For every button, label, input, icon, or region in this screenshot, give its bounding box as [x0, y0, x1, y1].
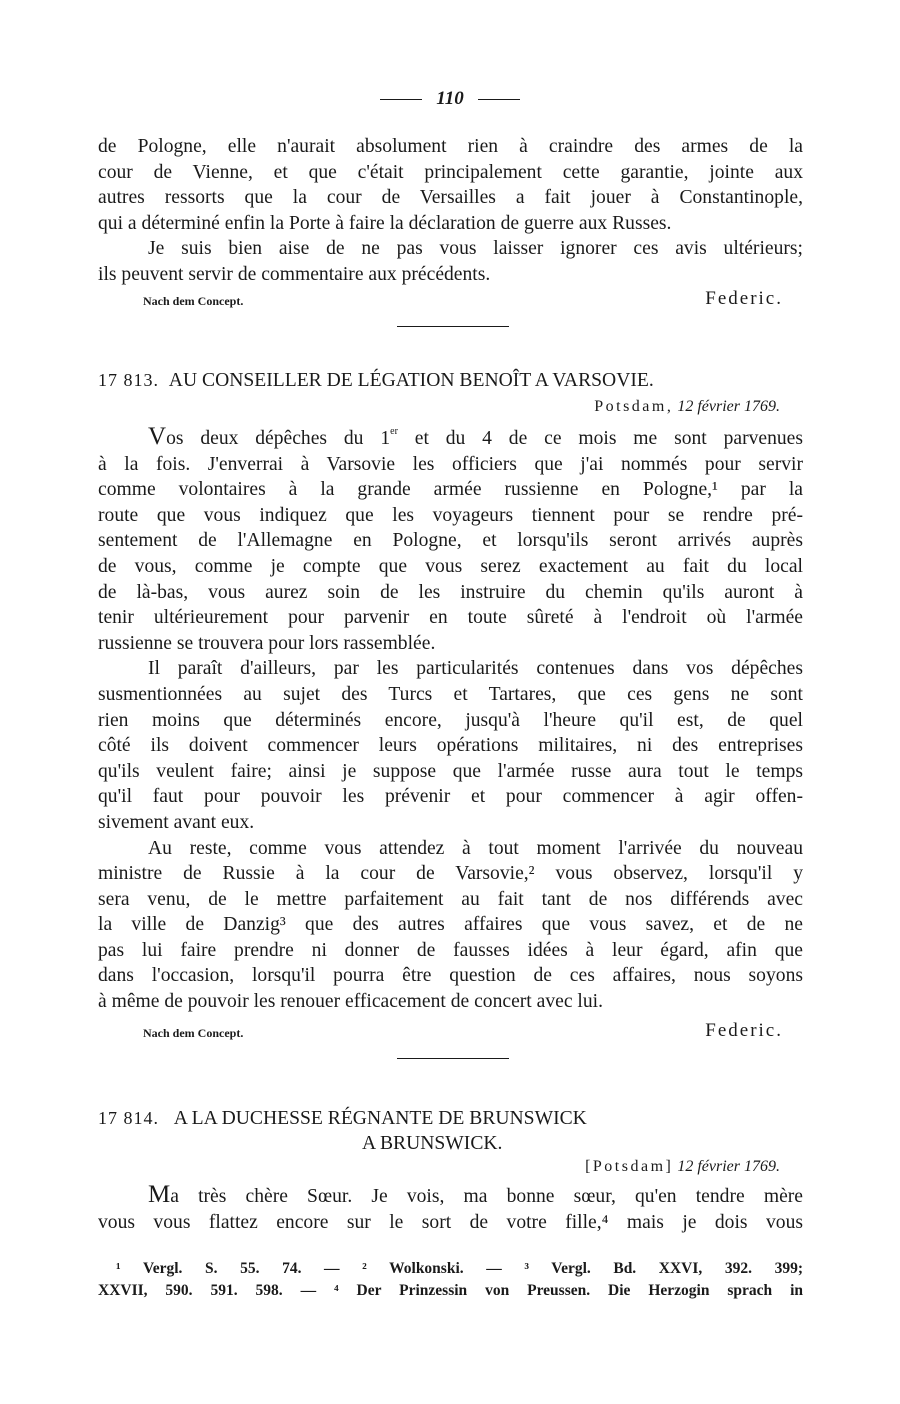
- text-line: ministre de Russie à la cour de Varsovie,² vous observez, lorsqu'il y: [98, 863, 803, 885]
- text-line: pas lui faire prendre ni donner de fausses idées à leur égard, afin que: [98, 939, 803, 961]
- letter-dateline: [594, 398, 780, 416]
- text-line: de Pologne, elle n'aurait absolument rien à craindre des armes de la: [98, 136, 803, 157]
- text-line: comme volontaires à la grande armée russienne en Pologne,¹ par la: [98, 479, 803, 501]
- header-dash-right: [478, 99, 520, 100]
- footnote-line: XXVII, 590. 591. 598. — ⁴ Der Prinzessin von Preussen. Die Herzogin sprach in: [98, 1282, 803, 1299]
- header-dash-left: [380, 99, 422, 100]
- letter-number: 17 813.: [98, 370, 159, 390]
- text-line: sera venu, de le mettre parfaitement au fait tant de nos différends avec: [98, 888, 803, 910]
- text-line: Ma très chère Sœur. Je vois, ma bonne sœur, qu'en tendre mère: [148, 1181, 803, 1208]
- text-line: sentement de l'Allemagne en Pologne, et lorsqu'ils seront arrivés auprès: [98, 530, 803, 552]
- text-line: de vous, comme je compte que vous serez exactement au fait du local: [98, 555, 803, 577]
- text-line: dans l'occasion, lorsqu'il pourra être question de ces affaires, nous soyons: [98, 965, 803, 987]
- letter-title: A LA DUCHESSE RÉGNANTE DE BRUNSWICK: [173, 1108, 587, 1129]
- initial-letter: V: [148, 423, 167, 450]
- source-note: Nach dem Concept.: [143, 1026, 244, 1040]
- section-divider: [397, 1058, 509, 1059]
- text-line: route que vous indiquez que les voyageurs tiennent pour se rendre pré-: [98, 504, 803, 526]
- text-line: Vos deux dépêches du 1er et du 4 de ce mois me sont parvenues: [148, 423, 804, 450]
- letter-dateline: [585, 1158, 780, 1176]
- letter-date: 12 février 1769.: [677, 1158, 780, 1175]
- text-line: vous vous flattez encore sur le sort de votre fille,⁴ mais je dois vous: [98, 1211, 803, 1233]
- signature: Federic.: [705, 288, 783, 309]
- text-line: autres ressorts que la cour de Versailles a fait jouer à Constantinople,: [98, 187, 803, 209]
- signature-row-1: [143, 288, 783, 312]
- text-line: sivement avant eux.: [98, 811, 255, 833]
- letter-title-line2: A BRUNSWICK.: [362, 1133, 503, 1154]
- letter-date: 12 février 1769.: [677, 398, 780, 415]
- signature: Federic.: [705, 1020, 783, 1041]
- text-line: Il paraît d'ailleurs, par les particularités contenues dans vos dépêches: [148, 658, 803, 680]
- source-note: Nach dem Concept.: [143, 294, 244, 308]
- page-number: 110: [436, 88, 464, 109]
- letter-place: Potsdam,: [594, 398, 674, 415]
- footnotes: [98, 1258, 803, 1302]
- text-line: qu'il faut pour pouvoir les prévenir et pour commencer à agir offen-: [98, 786, 803, 808]
- letter-heading-17814-line2: [362, 1131, 502, 1156]
- text-line: cour de Vienne, et que c'était principalement cette garantie, jointe aux: [98, 161, 803, 183]
- initial-letter: M: [148, 1181, 171, 1208]
- text-line: Au reste, comme vous attendez à tout moment l'arrivée du nouveau: [148, 837, 803, 859]
- text-line: la ville de Danzig³ que des autres affaires que vous savez, et de ne: [98, 914, 803, 936]
- signature-row-2: [143, 1020, 783, 1044]
- letter-body-17813: [98, 424, 803, 1015]
- letter-heading-17813: [98, 368, 803, 393]
- letter-title: AU CONSEILLER DE LÉGATION BENOÎT A VARSOVIE.: [168, 370, 654, 391]
- page-header: [0, 88, 900, 110]
- text-line: tenir ultérieurement pour parvenir en toute sûreté à l'endroit où l'armée: [98, 607, 803, 629]
- footnote-line: ¹ Vergl. S. 55. 74. — ² Wolkonski. — ³ Vergl. Bd. XXVI, 392. 399;: [116, 1260, 803, 1277]
- text-line: à la fois. J'enverrai à Varsovie les officiers que j'ai nommés pour servir: [98, 453, 803, 475]
- text-line: côté ils doivent commencer leurs opérations militaires, ni des entreprises: [98, 735, 803, 757]
- letter-number: 17 814.: [98, 1108, 159, 1128]
- text-line: Je suis bien aise de ne pas vous laisser ignorer ces avis ultérieurs;: [148, 238, 803, 260]
- text-line: qui a déterminé enfin la Porte à faire la déclaration de guerre aux Russes.: [98, 212, 672, 234]
- previous-letter-continuation: [98, 134, 803, 288]
- section-divider: [397, 326, 509, 327]
- text-line: ils peuvent servir de commentaire aux précédents.: [98, 263, 491, 285]
- letter-heading-17814: [98, 1106, 803, 1131]
- text-line: de là-bas, vous aurez soin de les instruire du chemin qu'ils auront à: [98, 581, 803, 603]
- text-line: russienne se trouvera pour lors rassemblée.: [98, 632, 436, 654]
- text-line: qu'ils veulent faire; ainsi je suppose que l'armée russe aura tout le temps: [98, 760, 803, 782]
- letter-place: [Potsdam]: [585, 1158, 674, 1175]
- text-line: susmentionnées au sujet des Turcs et Tartares, que ces gens ne sont: [98, 683, 803, 705]
- text-line: à même de pouvoir les renouer efficacement de concert avec lui.: [98, 991, 604, 1013]
- letter-body-17814: [98, 1182, 803, 1235]
- text-line: rien moins que déterminés encore, jusqu'à l'heure qu'il est, de quel: [98, 709, 803, 731]
